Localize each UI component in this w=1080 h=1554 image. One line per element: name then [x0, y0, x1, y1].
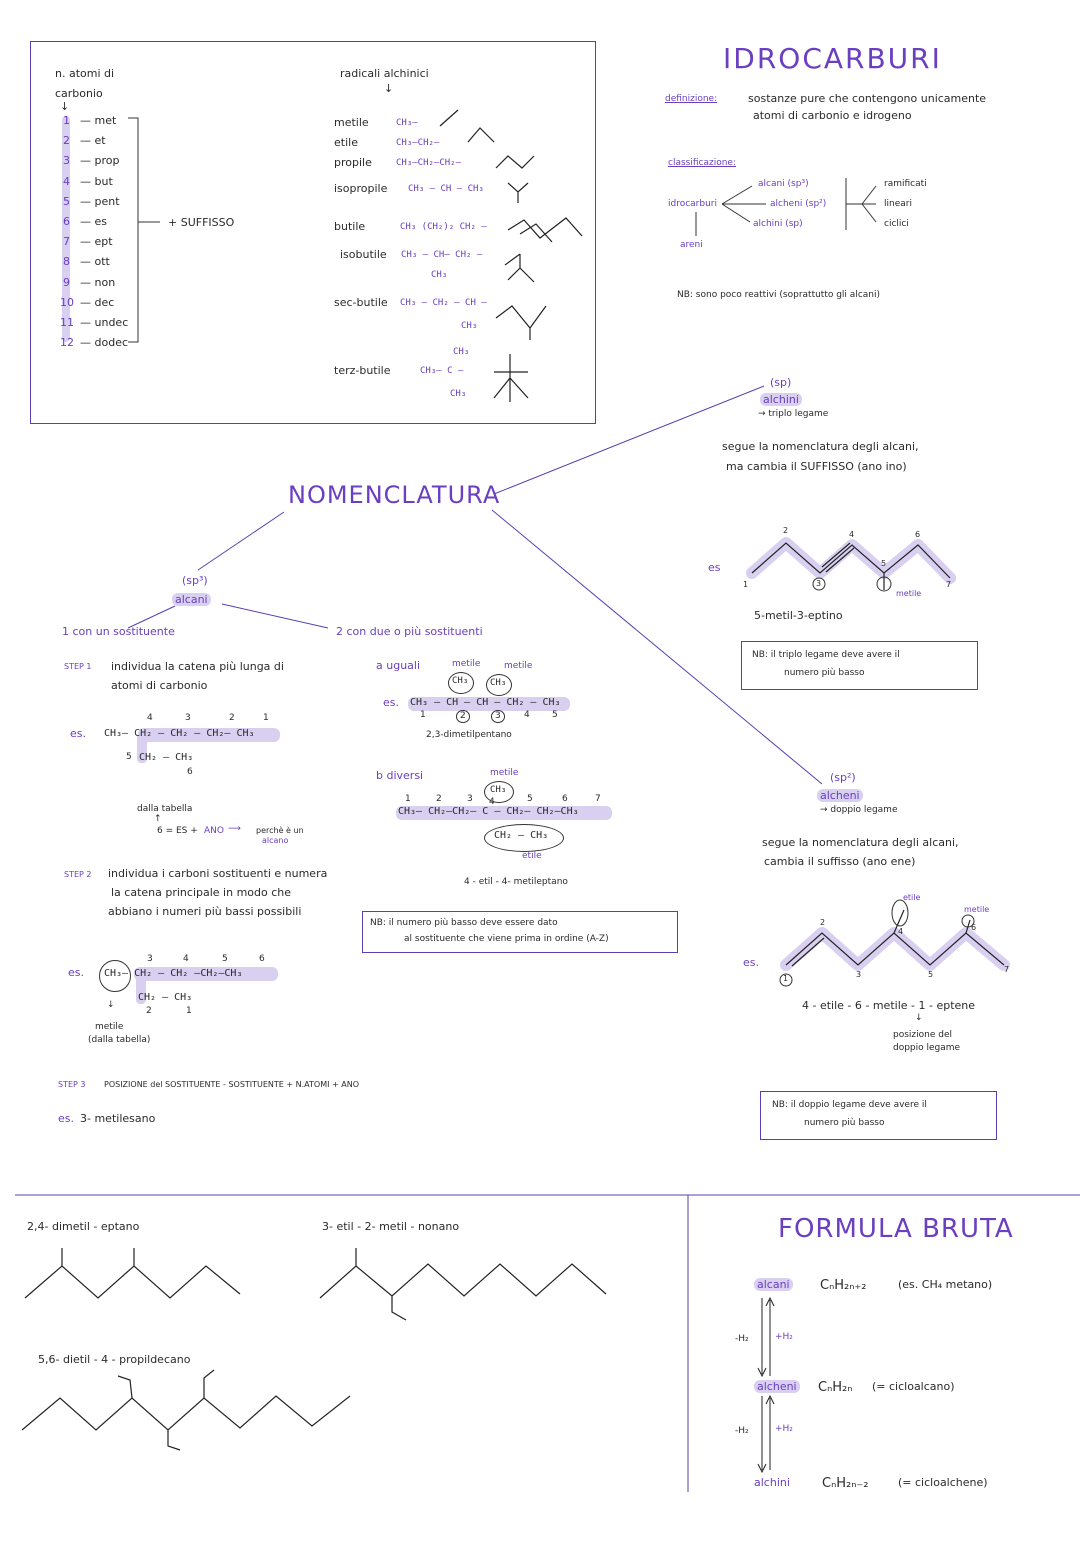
ex2-branch: CH₂ — CH₃: [138, 992, 193, 1003]
class-ramificati: ramificati: [884, 179, 927, 189]
alcheni-legame: → doppio legame: [820, 805, 898, 815]
class-areni: areni: [680, 240, 703, 250]
radical-name: etile: [334, 136, 358, 149]
diversi-num: 4: [489, 797, 495, 807]
fb-alcani: alcani: [754, 1278, 793, 1291]
alcheni-num: 7: [1004, 965, 1010, 974]
uguali-title: a uguali: [376, 659, 421, 672]
prefix-number: 2: [63, 134, 70, 148]
alcani-hybrid: (sp³): [182, 574, 208, 587]
definizione-label: definizione:: [665, 94, 718, 104]
nb-alchini-1: NB: il triplo legame deve avere il: [752, 650, 900, 660]
alcheni-hybrid: (sp²): [830, 771, 856, 784]
ex2-num: 2: [146, 1006, 152, 1016]
step1-text-2: atomi di carbonio: [111, 679, 208, 692]
alcheni-etile: etile: [903, 893, 921, 902]
exercise-2-name: 3- etil - 2- metil - nonano: [322, 1220, 460, 1233]
down-arrow-icon: ↓: [384, 82, 394, 95]
fb-alcani-formula: CₙH₂ₙ₊₂: [820, 1278, 867, 1293]
prefix-name: — met: [80, 114, 117, 127]
prefix-radical-box: [30, 41, 596, 424]
alchini-num: 7: [946, 580, 952, 589]
prefix-number: 1: [63, 114, 70, 127]
radical-formula: CH₃ – CH₂ – CH –: [400, 298, 487, 308]
definizione-text-1: sostanze pure che contengono unicamente: [748, 92, 987, 105]
alcheni-rule-2: cambia il suffisso (ano ene): [764, 855, 916, 868]
alcheni-num: 1: [783, 974, 789, 983]
alchini-num: 2: [783, 526, 789, 535]
fb-plus-h2: +H₂: [775, 1332, 793, 1342]
class-ciclici: ciclici: [884, 219, 909, 229]
uguali-metile-2: metile: [504, 661, 533, 671]
uguali-num: 5: [552, 710, 558, 720]
fb-alcheni-formula: CₙH₂ₙ: [818, 1380, 853, 1395]
alchini-label: alchini: [760, 393, 802, 406]
fb-arrows: [0, 0, 1, 1]
ex1-num: 1: [263, 713, 269, 723]
prefix-number: 5: [63, 194, 70, 208]
ex2-num: 5: [222, 954, 228, 964]
prefix-name: — but: [80, 174, 113, 188]
down-arrow-icon: ↓: [60, 100, 70, 113]
ex1-branch: CH₂ — CH₃: [139, 752, 194, 763]
prefix-name: — undec: [80, 316, 129, 329]
step3-text: POSIZIONE del SOSTITUENTE - SOSTITUENTE + N.ATOMI + ANO: [104, 1080, 360, 1089]
prefix-name: — dodec: [80, 336, 129, 350]
alchini-example-name: 5-metil-3-eptino: [754, 609, 843, 622]
alcheni-metile: metile: [964, 905, 990, 914]
step2-text-2: la catena principale in modo che: [111, 886, 292, 899]
posizione-2: doppio legame: [893, 1043, 961, 1053]
up-arrow-icon: ↑: [154, 814, 162, 824]
formula-bruta-title: FORMULA BRUTA: [778, 1214, 1014, 1244]
alchini-rule-1: segue la nomenclatura degli alcani,: [722, 440, 919, 453]
one-substituent-title: 1 con un sostituente: [62, 625, 175, 638]
alcheni-rule-1: segue la nomenclatura degli alcani,: [762, 836, 959, 849]
alchini-num: 4: [849, 530, 855, 539]
prefix-name: — es: [80, 215, 107, 228]
ex2-num: 1: [186, 1006, 192, 1016]
prefix-name: — et: [80, 134, 106, 148]
radical-formula: CH₃—: [396, 118, 418, 128]
alchini-hybrid: (sp): [770, 376, 792, 389]
uguali-ch3-2: CH₃: [490, 678, 507, 688]
radical-formula: CH₃ – CH– CH₂ –: [401, 250, 483, 260]
ex2-num: 4: [183, 954, 189, 964]
alcheni-label: alcheni: [817, 789, 863, 802]
ano-label: ANO: [204, 826, 224, 836]
uguali-num: 4: [524, 710, 530, 720]
radical-formula: CH₃ — CH — CH₃: [408, 184, 484, 194]
uguali-metile-1: metile: [452, 659, 481, 669]
nb-alchini-box: [741, 641, 978, 690]
radical-formula: CH₃—CH₂—CH₂—: [396, 158, 462, 168]
posizione-1: posizione del: [893, 1030, 952, 1040]
isobutile-sub: CH₃: [431, 270, 448, 280]
terz-top: CH₃: [453, 347, 470, 357]
radical-name: isobutile: [340, 248, 387, 261]
diversi-num: 5: [527, 794, 533, 804]
fb-alcheni: alcheni: [754, 1380, 800, 1393]
prefix-header-1: n. atomi di: [55, 67, 115, 80]
prefix-number: 11: [60, 316, 74, 329]
exercise-1-name: 2,4- dimetil - eptano: [27, 1220, 140, 1233]
metile-label: metile: [95, 1022, 124, 1032]
prefix-number: 9: [63, 275, 70, 289]
nb-alchini-2: numero più basso: [784, 668, 865, 678]
ex1-num: 4: [147, 713, 153, 723]
example-label: es.: [383, 696, 399, 709]
dalla-tabella-paren: (dalla tabella): [88, 1035, 151, 1045]
example-label: es: [708, 561, 721, 574]
six-equals: 6 = ES +: [157, 826, 198, 836]
step2-text-1: individua i carboni sostituenti e numera: [108, 867, 328, 880]
prefix-name: — ott: [80, 255, 110, 269]
alcheni-num: 3: [856, 970, 862, 979]
diversi-metile: metile: [490, 768, 519, 778]
exercise-3-name: 5,6- dietil - 4 - propildecano: [38, 1353, 191, 1366]
idrocarburi-title: IDROCARBURI: [723, 42, 942, 75]
class-alcani: alcani (sp³): [758, 179, 809, 189]
alcheni-num: 6: [971, 923, 977, 932]
nb-alcheni-box: [760, 1091, 997, 1140]
nb-substituent-1: NB: il numero più basso deve essere dato: [370, 918, 558, 928]
diversi-title: b diversi: [376, 769, 424, 782]
ex1-num: 5: [126, 752, 132, 762]
uguali-num: 2: [456, 710, 470, 723]
down-arrow-icon: ↓: [107, 1000, 115, 1010]
prefix-number: 12: [60, 336, 74, 350]
alchini-rule-2: ma cambia il SUFFISSO (ano ino): [726, 460, 907, 473]
step3-example: 3- metilesano: [80, 1112, 156, 1125]
classification-root: idrocarburi: [668, 199, 718, 209]
fb-alcheni-note: (= cicloalcano): [872, 1380, 955, 1393]
alchini-legame: → triplo legame: [758, 409, 829, 419]
step2-text-3: abbiano i numeri più bassi possibili: [108, 905, 302, 918]
radical-formula: CH₃ (CH₂)₂ CH₂ —: [400, 222, 487, 232]
secbutile-sub: CH₃: [461, 321, 478, 331]
alcheni-num: 4: [898, 927, 904, 936]
two-substituents-title: 2 con due o più sostituenti: [336, 625, 483, 638]
idrocarburi-nb: NB: sono poco reattivi (soprattutto gli alcani): [677, 290, 880, 300]
prefix-number: 4: [63, 174, 70, 188]
step1-text-1: individua la catena più lunga di: [111, 660, 284, 673]
diversi-num: 2: [436, 794, 442, 804]
fb-plus-h2: +H₂: [775, 1424, 793, 1434]
ex2-main-chain: CH₃— CH₂ — CH₂ —CH₂—CH₃: [104, 968, 243, 979]
diversi-formula: CH₃— CH₂—CH₂— C — CH₂— CH₂—CH₃: [398, 806, 579, 817]
diversi-num: 1: [405, 794, 411, 804]
uguali-ch3-1: CH₃: [452, 676, 469, 686]
suffix-label: + SUFFISSO: [168, 216, 235, 229]
alcheni-num: 5: [928, 970, 934, 979]
nomenclatura-title: NOMENCLATURA: [288, 481, 501, 509]
prefix-name: — prop: [80, 154, 120, 168]
fb-alchini-formula: CₙH₂ₙ₋₂: [822, 1476, 869, 1491]
prefix-number: 8: [63, 255, 70, 269]
diversi-num: 6: [562, 794, 568, 804]
radical-formula: CH₃— C —: [420, 366, 464, 376]
alchini-num: 3: [816, 579, 822, 588]
class-alcheni: alcheni (sp²): [770, 199, 827, 209]
classificazione-label: classificazione:: [668, 158, 736, 168]
right-arrow-icon: ⟶: [228, 824, 241, 834]
alcano-text: alcano: [262, 836, 289, 845]
alchini-num: 5: [881, 559, 887, 568]
diversi-branch: CH₂ — CH₃: [494, 830, 549, 841]
ex1-num: 6: [187, 767, 193, 777]
prefix-name: — dec: [80, 295, 115, 309]
uguali-formula: CH₃ — CH — CH — CH₂ — CH₃: [410, 697, 561, 708]
diversi-name: 4 - etil - 4- metileptano: [464, 877, 568, 887]
diversi-num: 7: [595, 794, 601, 804]
radical-name: sec-butile: [334, 296, 388, 309]
uguali-name: 2,3-dimetilpentano: [426, 730, 512, 740]
radical-name: metile: [334, 116, 369, 129]
ex2-num: 3: [147, 954, 153, 964]
down-arrow-icon: ↓: [915, 1013, 923, 1023]
nb-substituent-2: al sostituente che viene prima in ordine (A-Z): [404, 934, 609, 944]
fb-alchini-note: (= cicloalchene): [898, 1476, 988, 1489]
example-label: es.: [743, 956, 759, 969]
radical-formula: CH₃—CH₂—: [396, 138, 440, 148]
fb-alchini: alchini: [754, 1476, 790, 1489]
ex1-main-chain: CH₃— CH₂ — CH₂ — CH₂— CH₃: [104, 728, 255, 739]
prefix-number: 6: [63, 215, 70, 228]
class-lineari: lineari: [884, 199, 912, 209]
ex2-num: 6: [259, 954, 265, 964]
diversi-ch3: CH₃: [490, 785, 507, 795]
ex1-num: 3: [185, 713, 191, 723]
radical-name: propile: [334, 156, 372, 169]
ex1-num: 2: [229, 713, 235, 723]
diversi-num: 3: [467, 794, 473, 804]
uguali-num: 3: [491, 710, 505, 723]
radicals-title: radicali alchinici: [340, 67, 429, 80]
definizione-text-2: atomi di carbonio e idrogeno: [753, 109, 912, 122]
perche-text: perchè è un: [256, 826, 304, 835]
nb-alcheni-2: numero più basso: [804, 1118, 885, 1128]
alcheni-example-name: 4 - etile - 6 - metile - 1 - eptene: [802, 999, 976, 1012]
alchini-metile: metile: [896, 589, 922, 598]
example-label: es.: [70, 727, 86, 740]
step3-label: STEP 3: [58, 1080, 86, 1089]
dalla-tabella: dalla tabella: [137, 804, 193, 814]
radical-name: butile: [334, 220, 366, 233]
example-label: es.: [68, 966, 84, 979]
prefix-name: — ept: [80, 235, 113, 249]
fb-minus-h2: -H₂: [735, 1426, 749, 1436]
step1-label: STEP 1: [64, 662, 92, 671]
radical-name: isopropile: [334, 182, 388, 195]
alcani-label: alcani: [172, 593, 211, 606]
prefix-number: 7: [63, 235, 70, 249]
prefix-name: — pent: [80, 194, 120, 208]
step2-label: STEP 2: [64, 870, 92, 879]
radical-name: terz-butile: [334, 364, 391, 377]
prefix-number: 3: [63, 154, 70, 168]
alchini-num: 1: [743, 580, 749, 589]
prefix-name: — non: [80, 275, 116, 289]
nb-alcheni-1: NB: il doppio legame deve avere il: [772, 1100, 927, 1110]
prefix-number: 10: [60, 295, 74, 309]
fb-minus-h2: -H₂: [735, 1334, 749, 1344]
terz-bottom: CH₃: [450, 389, 467, 399]
alchini-num: 6: [915, 530, 921, 539]
alcheni-num: 2: [820, 918, 826, 927]
class-alchini: alchini (sp): [753, 219, 803, 229]
step3-es: es.: [58, 1112, 74, 1125]
diversi-etile: etile: [522, 851, 542, 861]
prefix-header-2: carbonio: [55, 87, 103, 100]
fb-alcani-note: (es. CH₄ metano): [898, 1278, 993, 1291]
uguali-num: 1: [420, 710, 426, 720]
